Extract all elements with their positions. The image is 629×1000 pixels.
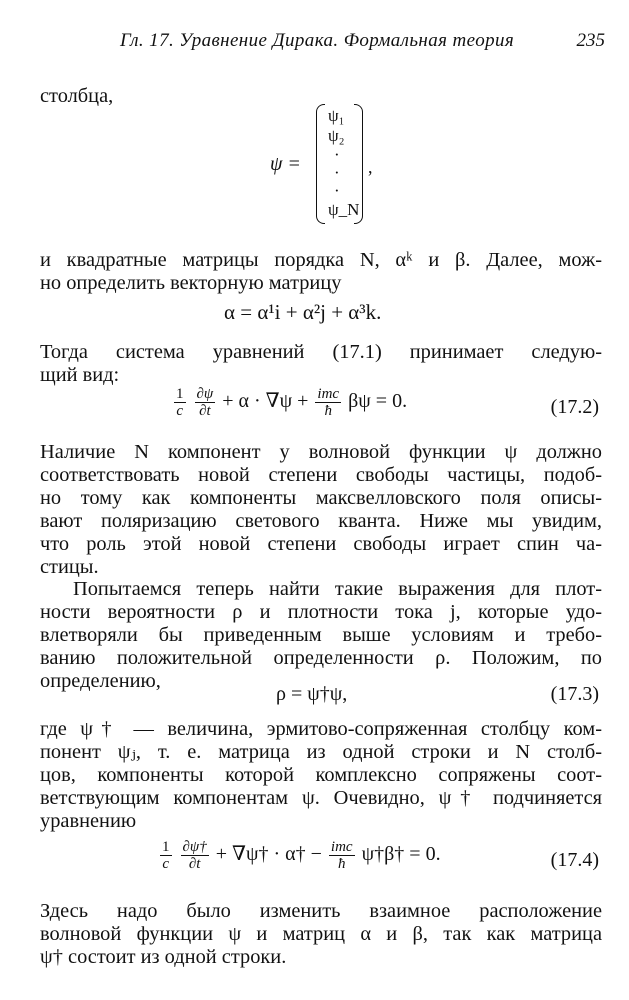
running-header — [100, 30, 605, 56]
vector-entry: · — [334, 145, 340, 164]
fraction: $\frac{1}{c}$ — [176, 386, 184, 419]
equation-alpha: α = α¹i + α²j + α³k. — [224, 300, 382, 324]
fraction: $\frac{\text{imc}}{ħ}$ — [317, 386, 340, 419]
vector-entry: · — [334, 181, 340, 200]
vector-entry: ψ₂ — [328, 126, 345, 145]
page-number: 235 — [576, 30, 605, 51]
vector-entry: · — [334, 163, 340, 182]
equation-17-3: ρ = ψ†ψ, — [276, 683, 348, 705]
paragraph-column: столбца, — [40, 85, 114, 107]
text-line: где ψ† — величина, эрмитово-сопряженная столбцу ком- — [40, 718, 602, 740]
vector-comma: , — [368, 157, 373, 177]
text-line: Попытаемся теперь найти такие выражения для плот- — [73, 578, 602, 600]
equation-tail: ψ†β† = 0. — [361, 843, 441, 866]
paragraph-system-line1: Тогда система уравнений (17.1) принимает следую- — [40, 341, 602, 363]
equation-number: (17.3) — [550, 683, 599, 705]
text-line: но тому как компоненты максвелловского поля описы- — [40, 487, 602, 509]
equation-tail: βψ = 0. — [348, 390, 408, 413]
equation-number: (17.2) — [550, 396, 599, 418]
equation-middle: + α · ∇ψ + — [222, 390, 309, 413]
paragraph-where — [40, 718, 602, 833]
text-line: цов, компоненты которой комплексно сопряжены соот- — [40, 764, 602, 786]
column-vector-psi — [270, 100, 390, 228]
equation-middle: + ∇ψ† · α† − — [215, 843, 322, 866]
text-line: ности вероятности ρ и плотности тока j, которые удо- — [40, 601, 602, 623]
text-line: вают поляризацию светового кванта. Ниже мы увидим, — [40, 510, 602, 532]
text-line: Здесь надо было изменить взаимное расположение — [40, 900, 602, 922]
right-bracket — [354, 104, 363, 224]
paragraph-matrices-line2: но определить векторную матрицу — [40, 272, 342, 294]
text-line: уравнению — [40, 810, 137, 832]
text-line: стицы. — [40, 556, 99, 578]
text-line: ветствующим компонентам ψ. Очевидно, ψ† подчиняется — [40, 787, 602, 809]
fraction: $\frac{\partial\psi}{\partial t}$ — [196, 386, 214, 419]
equation-17-2 — [172, 386, 407, 419]
paragraph-here — [40, 900, 602, 969]
text-line: понент ψⱼ, т. е. матрица из одной строки и N столб- — [40, 741, 602, 763]
left-bracket — [316, 104, 325, 224]
paragraph-system-line2: щий вид: — [40, 364, 120, 386]
text-line: волновой функции ψ и матриц α и β, так как матрица — [40, 923, 602, 945]
text-line: определению, — [40, 670, 161, 692]
equation-17-4 — [158, 839, 441, 872]
text-line: соответствовать новой степени свободы частицы, подоб- — [40, 464, 602, 486]
vector-entries — [328, 106, 360, 220]
vector-lhs: ψ = — [270, 153, 301, 175]
text-line: ванию положительной определенности ρ. Положим, по — [40, 647, 602, 669]
vector-entry: ψ_N — [328, 200, 360, 219]
chapter-title: Гл. 17. Уравнение Дирака. Формальная теория — [120, 30, 515, 51]
text-line: влетворяли бы приведенным выше условиям и требо- — [40, 624, 602, 646]
paragraph-presence — [40, 441, 602, 579]
equation-number: (17.4) — [550, 849, 599, 871]
fraction: $\frac{\text{imc}}{ħ}$ — [330, 839, 353, 872]
text-line: Наличие N компонент у волновой функции ψ должно — [40, 441, 602, 463]
text-line: что роль этой новой степени свободы играет спин ча- — [40, 533, 602, 555]
fraction: $\frac{\partial\psi\dagger}{\partial t}$ — [182, 839, 207, 872]
fraction: $\frac{1}{c}$ — [162, 839, 170, 872]
paragraph-matrices-line1: и квадратные матрицы порядка N, αᵏ и β. Далее, мож- — [40, 249, 602, 271]
text-line: ψ† состоит из одной строки. — [40, 946, 287, 968]
vector-entry: ψ₁ — [328, 106, 345, 125]
paragraph-try — [40, 578, 602, 693]
